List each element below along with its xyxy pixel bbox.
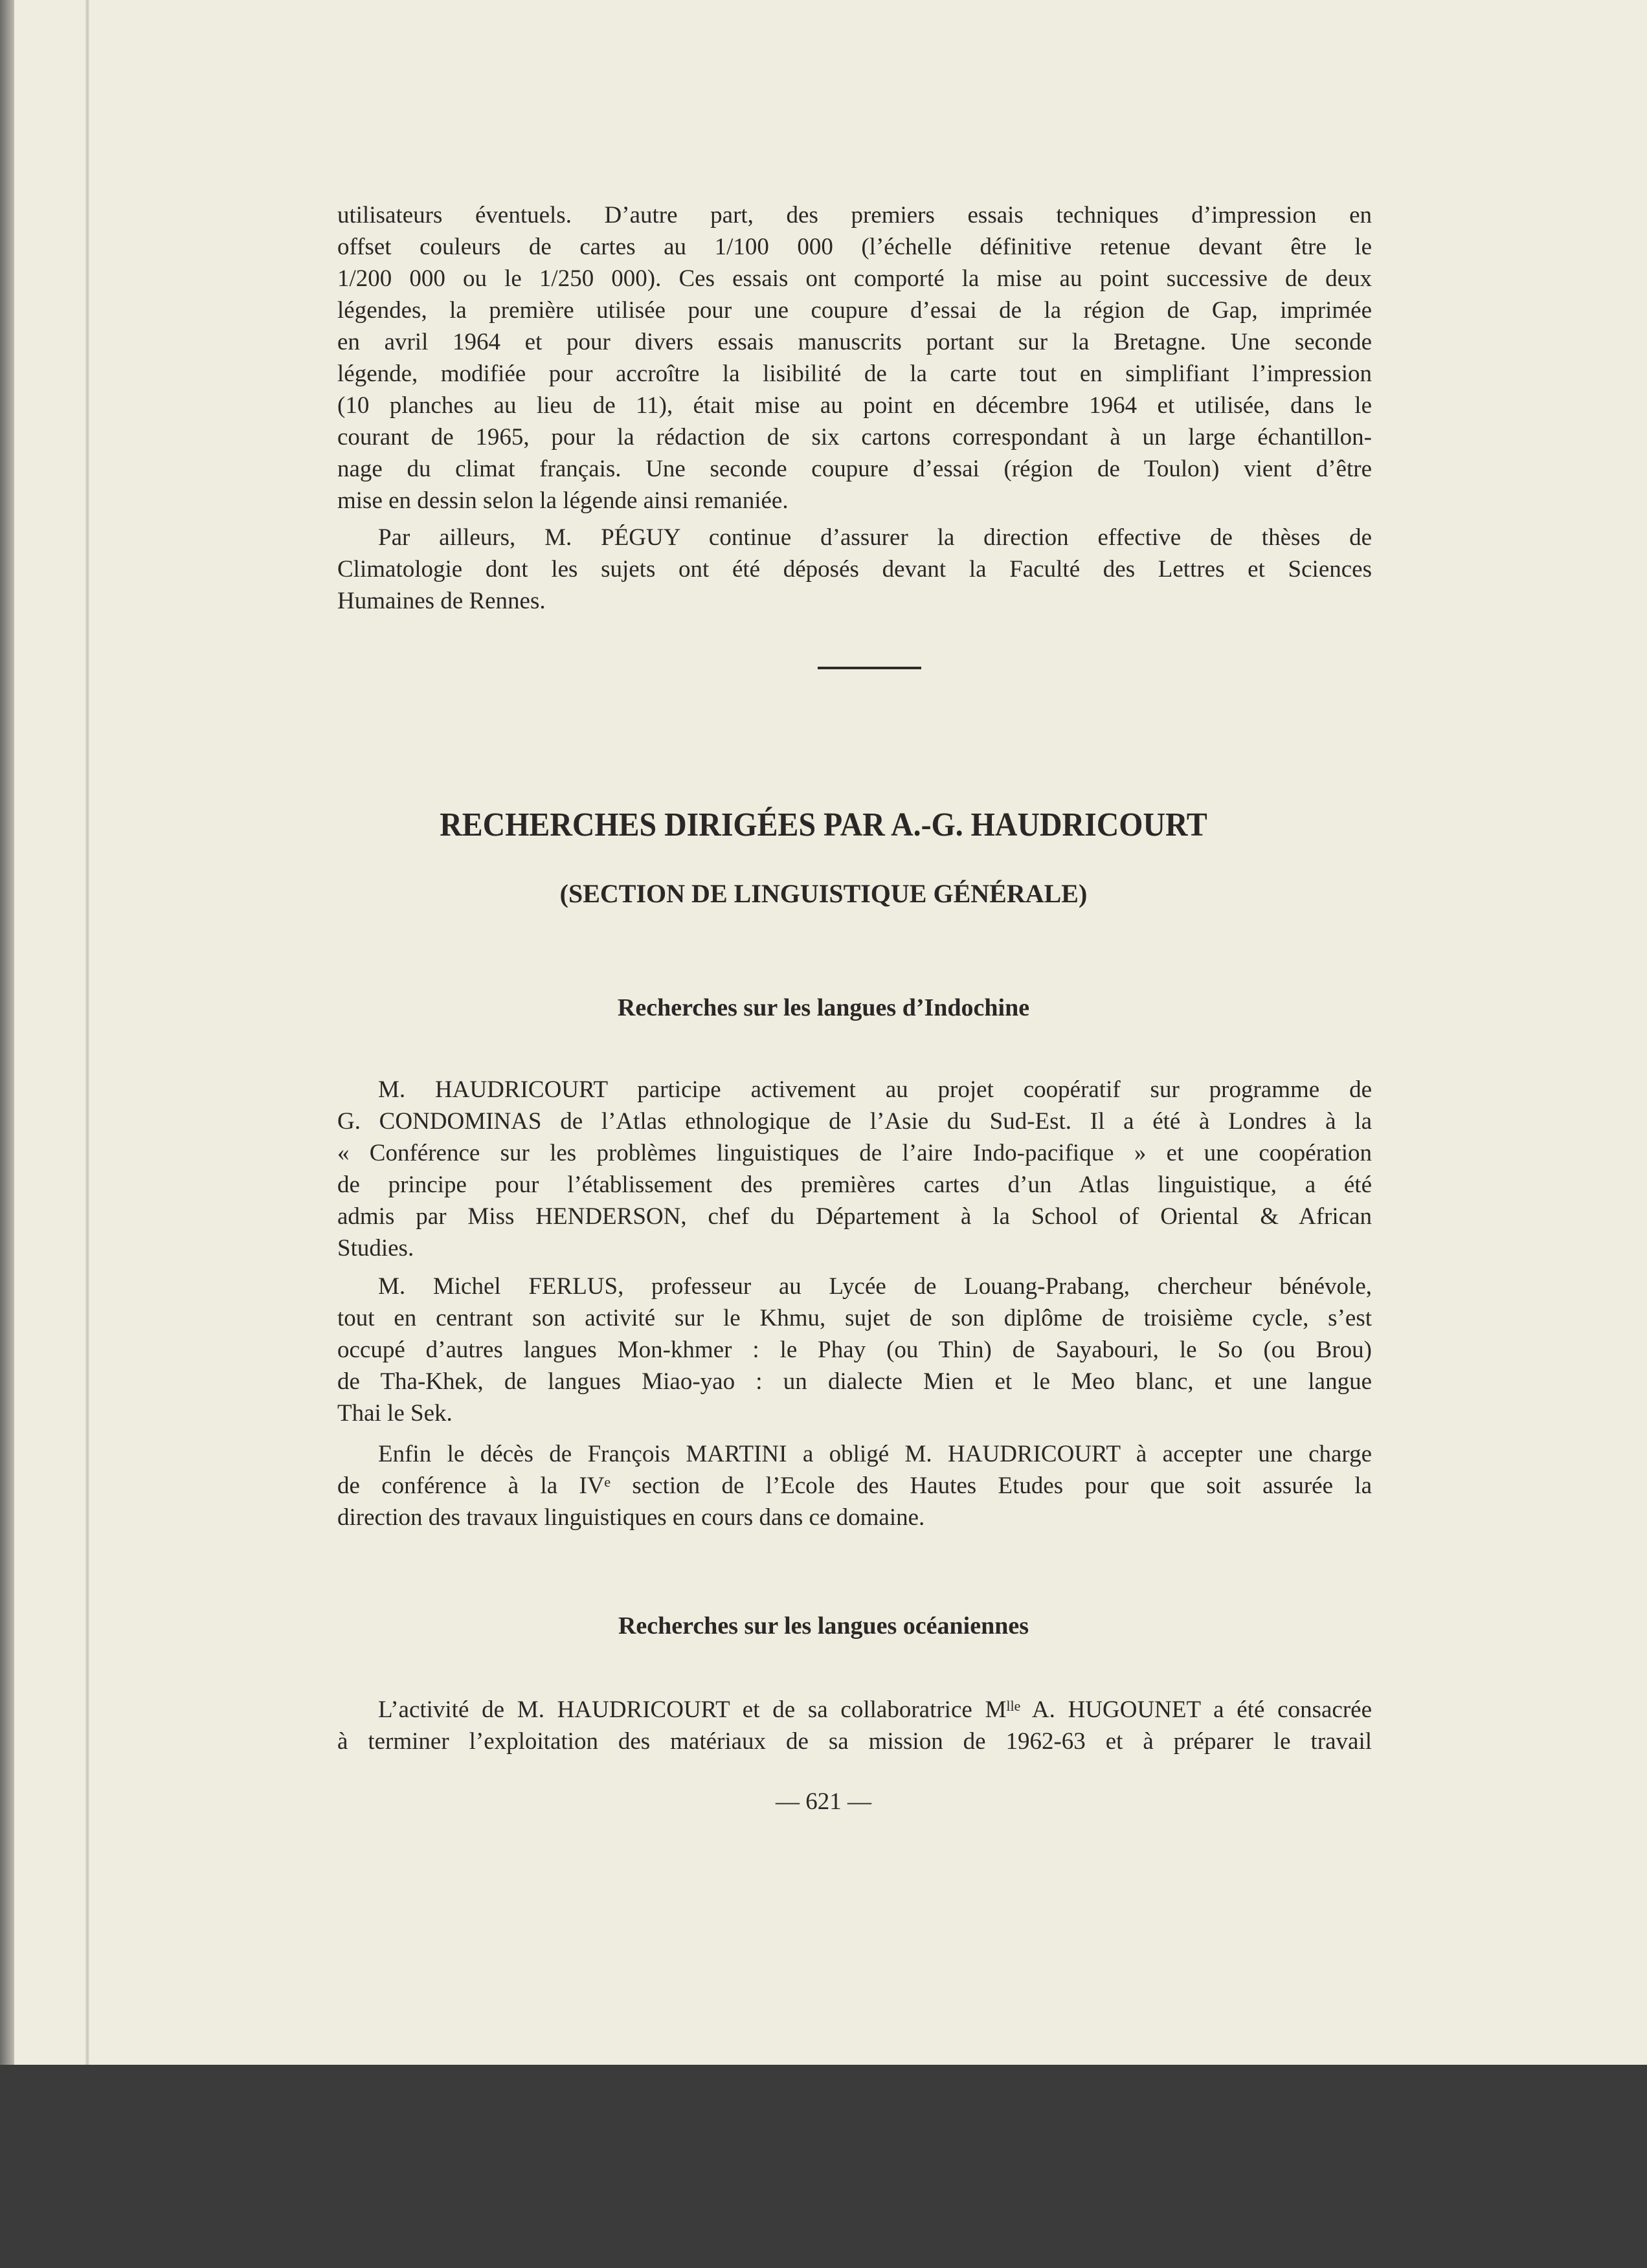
page-title: RECHERCHES DIRIGÉES PAR A.-G. HAUDRICOURT [440, 806, 1207, 843]
text-line: (10 planches au lieu de 11), était mise au point en décembre 1964 et utilisée, dans le [337, 392, 1372, 419]
page-number: — 621 — [776, 1788, 871, 1815]
text-line: admis par Miss HENDERSON, chef du Département à la School of Oriental & African [337, 1203, 1372, 1230]
text-line: à terminer l’exploitation des matériaux de sa mission de 1962-63 et à préparer le travail [337, 1728, 1372, 1755]
paragraph-cartography [337, 199, 1372, 517]
text-line: occupé d’autres langues Mon-khmer : le Phay (ou Thin) de Sayabouri, le So (ou Brou) [337, 1337, 1372, 1363]
text-line: en avril 1964 et pour divers essais manuscrits portant sur la Bretagne. Une seconde [337, 329, 1372, 355]
text-line: mise en dessin selon la légende ainsi remaniée. [337, 487, 789, 514]
text-line: M. Michel FERLUS, professeur au Lycée de Louang-Prabang, chercheur bénévole, [378, 1273, 1372, 1300]
paragraph-peguy [337, 522, 1372, 617]
text-line: légende, modifiée pour accroître la lisibilité de la carte tout en simplifiant l’impression [337, 361, 1372, 387]
text-line: 1/200 000 ou le 1/250 000). Ces essais ont comporté la mise au point successive de deux [337, 265, 1372, 292]
text-line: courant de 1965, pour la rédaction de six cartons correspondant à un large échantillon- [337, 424, 1372, 450]
text-line: Thai le Sek. [337, 1400, 453, 1427]
text-line: légendes, la première utilisée pour une coupure d’essai de la région de Gap, imprimée [337, 297, 1372, 324]
text-line: tout en centrant son activité sur le Khmu, sujet de son diplôme de troisième cycle, s’est [337, 1305, 1372, 1331]
text-line: Climatologie dont les sujets ont été déposés devant la Faculté des Lettres et Sciences [337, 556, 1372, 583]
section-heading-oceaniennes: Recherches sur les langues océaniennes [618, 1612, 1029, 1640]
section-heading-indochine: Recherches sur les langues d’Indochine [617, 994, 1030, 1021]
page-subtitle: (SECTION DE LINGUISTIQUE GÉNÉRALE) [559, 879, 1088, 908]
text-line: Studies. [337, 1235, 414, 1262]
text-line: M. HAUDRICOURT participe activement au projet coopératif sur programme de [378, 1076, 1372, 1103]
section-divider [818, 667, 921, 669]
text-line: Enfin le décès de François MARTINI a obligé M. HAUDRICOURT à accepter une charge [378, 1441, 1372, 1467]
text-line: L’activité de M. HAUDRICOURT et de sa collaboratrice Mˡˡᵉ A. HUGOUNET a été consacrée [378, 1696, 1372, 1723]
paragraph-ferlus [337, 1271, 1372, 1429]
text-line: « Conférence sur les problèmes linguistiques de l’aire Indo-pacifique » et une coopération [337, 1140, 1372, 1166]
text-line: nage du climat français. Une seconde coupure d’essai (région de Toulon) vient d’être [337, 456, 1372, 482]
page-binding-line [85, 0, 89, 2065]
paragraph-hugounet [337, 1694, 1372, 1757]
text-line: G. CONDOMINAS de l’Atlas ethnologique de l’Asie du Sud-Est. Il a été à Londres à la [337, 1108, 1372, 1135]
paragraph-martini [337, 1438, 1372, 1533]
text-line: de Tha-Khek, de langues Miao-yao : un dialecte Mien et le Meo blanc, et une langue [337, 1368, 1372, 1395]
text-line: Par ailleurs, M. PÉGUY continue d’assurer la direction effective de thèses de [378, 524, 1372, 551]
text-line: utilisateurs éventuels. D’autre part, des premiers essais techniques d’impression en [337, 202, 1372, 228]
text-line: offset couleurs de cartes au 1/100 000 (l’échelle définitive retenue devant être le [337, 234, 1372, 260]
paragraph-haudricourt [337, 1074, 1372, 1264]
scanner-edge [0, 0, 14, 2065]
text-line: de principe pour l’établissement des premières cartes d’un Atlas linguistique, a été [337, 1172, 1372, 1198]
text-line: de conférence à la IVᵉ section de l’Ecole des Hautes Etudes pour que soit assurée la [337, 1473, 1372, 1499]
text-line: Humaines de Rennes. [337, 588, 546, 614]
text-line: direction des travaux linguistiques en cours dans ce domaine. [337, 1504, 925, 1531]
